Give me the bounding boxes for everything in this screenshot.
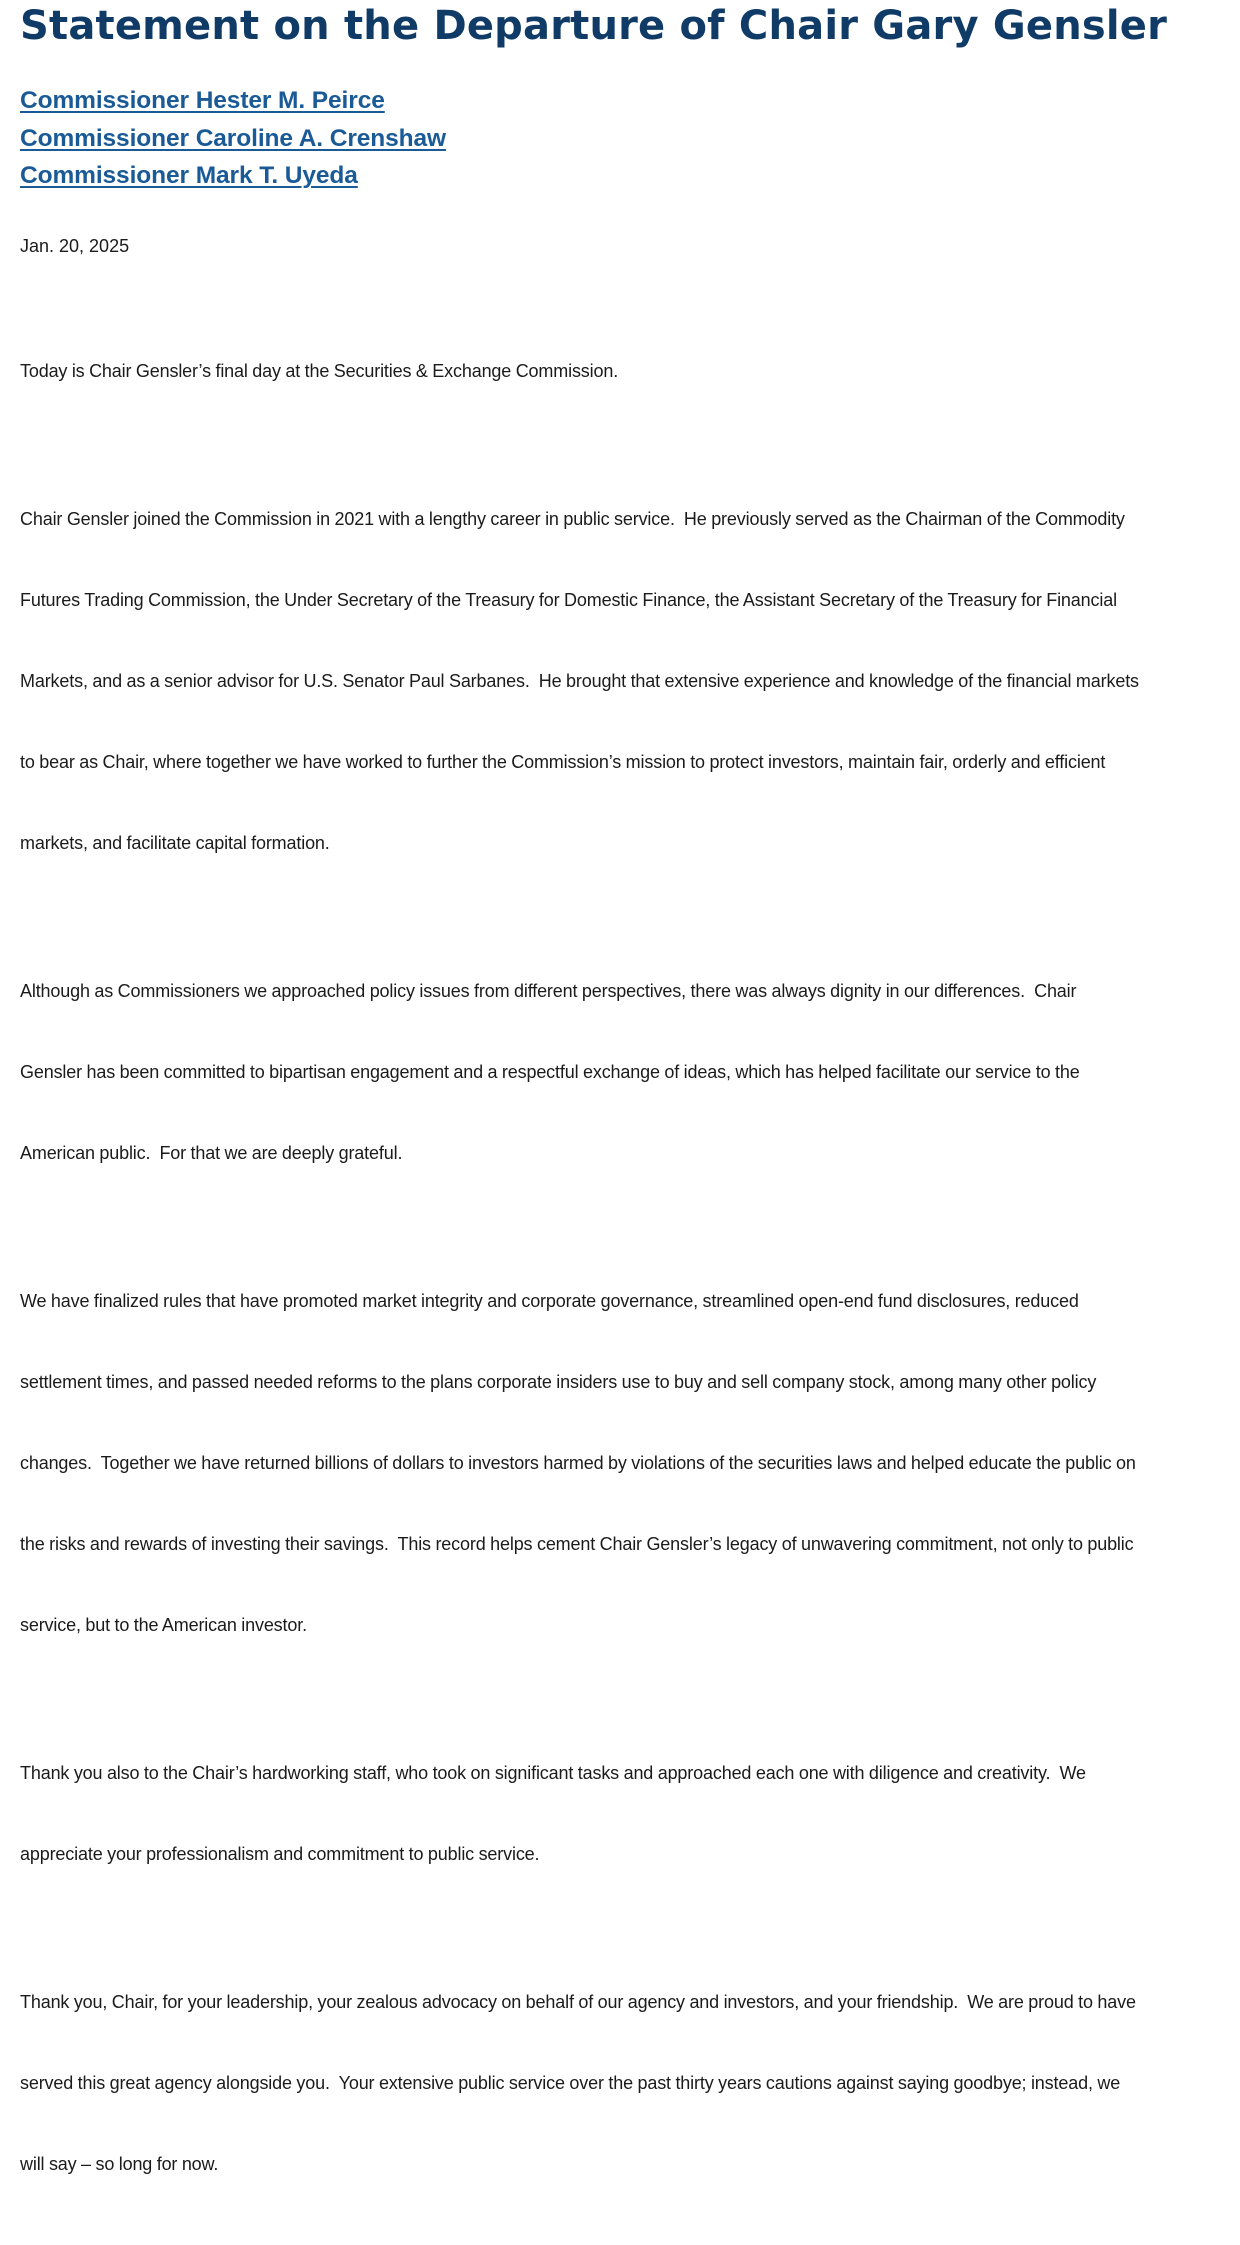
paragraph-staff-thanks [20,1706,1220,1922]
text-line: changes. Together we have returned billions of dollars to investors harmed by violations of the securities laws and helped educate the public on [20,1453,1136,1473]
paragraph-career [20,452,1220,911]
text-line: Markets, and as a senior advisor for U.S. Senator Paul Sarbanes. He brought that extensive experience and knowledge of the financial markets [20,671,1139,691]
text-line: will say – so long for now. [20,2154,219,2174]
author-list [20,82,446,195]
paragraph-intro [20,304,1220,439]
text-line: settlement times, and passed needed reforms to the plans corporate insiders use to buy and sell company stock, among many other policy [20,1372,1097,1392]
text-line: to bear as Chair, where together we have worked to further the Commission’s mission to protect investors, maintain fair, orderly and efficient [20,752,1106,772]
paragraph-accomplishments [20,1234,1220,1693]
text-line: We have finalized rules that have promoted market integrity and corporate governance, streamlined open-end fund disclosures, reduced [20,1291,1079,1311]
author-link-uyeda[interactable]: Commissioner Mark T. Uyeda [20,162,358,189]
text-line: Futures Trading Commission, the Under Secretary of the Treasury for Domestic Finance, the Assistant Secretary of the Treasury for Financial [20,590,1117,610]
publish-date: Jan. 20, 2025 [20,236,130,256]
paragraph-closing [20,1935,1220,2232]
text-line: service, but to the American investor. [20,1615,307,1635]
statement-body [20,304,1220,2245]
author-link-peirce[interactable]: Commissioner Hester M. Peirce [20,87,385,114]
text-line: Thank you also to the Chair’s hardworking staff, who took on significant tasks and approached each one with diligence and creativity. We [20,1763,1086,1783]
text-line: markets, and facilitate capital formation. [20,833,330,853]
text-line: the risks and rewards of investing their savings. This record helps cement Chair Gensler’s legacy of unwavering commitment, not only to public [20,1534,1134,1554]
text-line: Thank you, Chair, for your leadership, your zealous advocacy on behalf of our agency and investors, and your friendship. We are proud to have [20,1992,1136,2012]
text-line: Today is Chair Gensler’s final day at the Securities & Exchange Commission. [20,361,619,381]
paragraph-differences [20,924,1220,1221]
text-line: Although as Commissioners we approached policy issues from different perspectives, there was always dignity in our differences. Chair [20,981,1077,1001]
author-link-crenshaw[interactable]: Commissioner Caroline A. Crenshaw [20,124,447,152]
text-line: Chair Gensler joined the Commission in 2021 with a lengthy career in public service. He previously served as the Chairman of the Commodity [20,509,1125,529]
text-line: served this great agency alongside you. Your extensive public service over the past thirty years cautions against saying goodbye; instead, we [20,2073,1121,2093]
text-line: appreciate your professionalism and commitment to public service. [20,1844,540,1864]
text-line: American public. For that we are deeply grateful. [20,1143,403,1163]
page-title: Statement on the Departure of Chair Gary Gensler [20,3,1168,49]
text-line: Gensler has been committed to bipartisan engagement and a respectful exchange of ideas, which has helped facilitate our service to the [20,1062,1080,1082]
